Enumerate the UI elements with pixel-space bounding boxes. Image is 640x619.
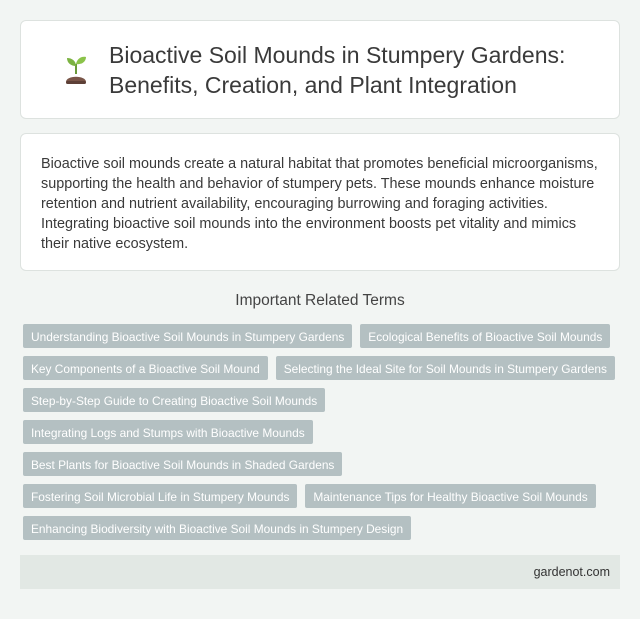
related-term-tag[interactable]: Selecting the Ideal Site for Soil Mounds in Stumpery Gardens bbox=[276, 356, 615, 380]
related-term-tag[interactable]: Best Plants for Bioactive Soil Mounds in Shaded Gardens bbox=[23, 452, 342, 476]
related-term-tag[interactable]: Maintenance Tips for Healthy Bioactive Soil Mounds bbox=[305, 484, 595, 508]
related-term-tag[interactable]: Ecological Benefits of Bioactive Soil Mounds bbox=[360, 324, 610, 348]
intro-paragraph: Bioactive soil mounds create a natural habitat that promotes beneficial microorganisms, supporting the health and behavior of stumpery pets. These mounds enhance moisture retention and nutrient availability, encouraging burrowing and foraging activities. Integrating bioactive soil mounds into the environment boosts pet vitality and mimics their native ecosystem. bbox=[41, 156, 598, 252]
related-terms-list bbox=[23, 324, 619, 540]
related-terms-heading: Important Related Terms bbox=[235, 292, 405, 309]
related-term-tag[interactable]: Enhancing Biodiversity with Bioactive Soil Mounds in Stumpery Design bbox=[23, 516, 411, 540]
intro-card bbox=[20, 133, 620, 271]
related-term-tag[interactable]: Step-by-Step Guide to Creating Bioactive Soil Mounds bbox=[23, 388, 325, 412]
page-title: Bioactive Soil Mounds in Stumpery Gardens: Benefits, Creation, and Plant Integration bbox=[109, 41, 566, 98]
related-term-tag[interactable]: Key Components of a Bioactive Soil Mound bbox=[23, 356, 268, 380]
related-term-tag[interactable]: Fostering Soil Microbial Life in Stumpery Mounds bbox=[23, 484, 297, 508]
sprout-icon bbox=[61, 52, 91, 88]
title-card bbox=[20, 20, 620, 119]
related-term-tag[interactable]: Integrating Logs and Stumps with Bioactive Mounds bbox=[23, 420, 313, 444]
related-term-tag[interactable]: Understanding Bioactive Soil Mounds in Stumpery Gardens bbox=[23, 324, 352, 348]
footer bbox=[20, 555, 620, 589]
footer-site-link[interactable]: gardenot.com bbox=[533, 565, 610, 579]
